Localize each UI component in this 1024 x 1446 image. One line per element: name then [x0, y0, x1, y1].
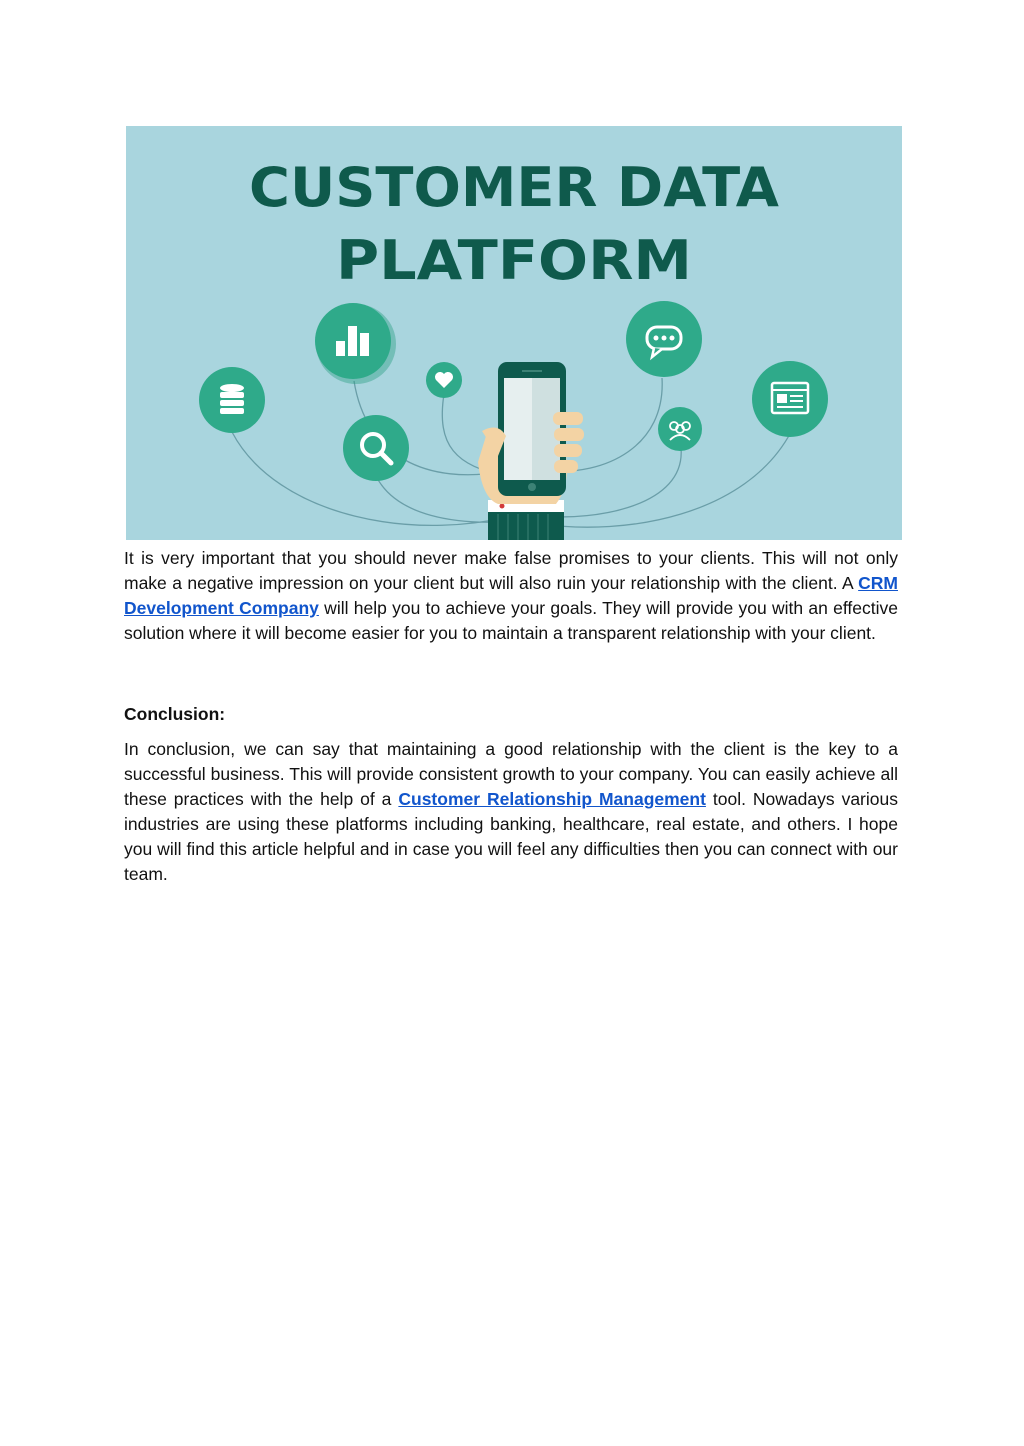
bar-chart-icon	[315, 303, 396, 384]
paragraph-1-text-start: It is very important that you should never make false promises to your clients. This will not only make a negative impression on your client but will also ruin your relationship with the client. A	[124, 548, 898, 593]
chat-bubble-icon	[626, 301, 702, 377]
conclusion-text-start: In conclusion, we can say that maintaining a good relationship with the client is the key to a successful business. This will provide consistent growth to your company. You can easily achieve all these practices with the help of a	[124, 739, 898, 809]
conclusion-paragraph	[124, 737, 898, 887]
users-icon	[658, 407, 702, 451]
search-icon	[343, 415, 409, 481]
crm-development-company-link[interactable]: CRM Development Company	[124, 573, 898, 618]
database-icon	[199, 367, 265, 433]
heart-icon	[426, 362, 462, 398]
conclusion-text-end: tool. Nowadays various industries are using these platforms including banking, healthcare, real estate, and others. I hope you will find this article helpful and in case you will feel any difficulties then you can connect with our team.	[124, 789, 898, 884]
smartphone-icon	[478, 362, 584, 540]
conclusion-heading: Conclusion:	[124, 704, 226, 724]
paragraph-1-text-end: will help you to achieve your goals. They will provide you with an effective solution where it will become easier for you to maintain a transparent relationship with your client.	[124, 598, 898, 643]
body-paragraph-1	[124, 546, 898, 646]
figure-title-line1: CUSTOMER DATA	[249, 156, 780, 219]
hero-image	[126, 126, 902, 540]
figure-title-line2: PLATFORM	[336, 229, 692, 292]
browser-window-icon	[752, 361, 828, 437]
customer-relationship-management-link[interactable]: Customer Relationship Management	[398, 789, 706, 809]
